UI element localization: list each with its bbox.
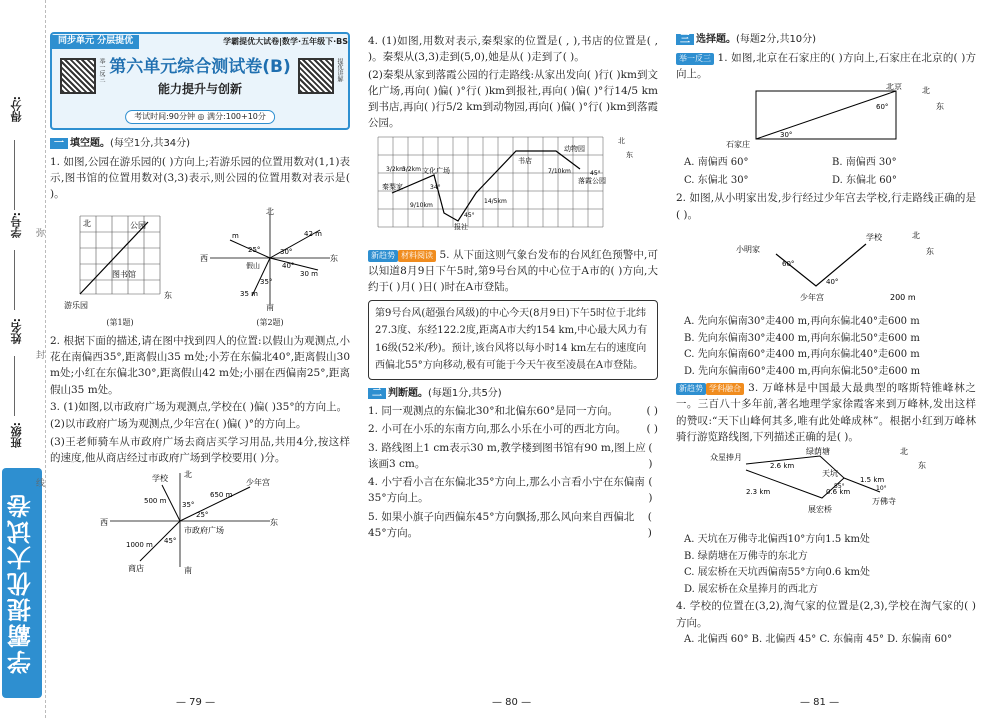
seal-mark: 封 <box>36 351 46 361</box>
north-label: 北 <box>83 219 91 229</box>
figure-caption: (第2题) <box>256 317 284 327</box>
beijing-map-figure <box>726 83 956 149</box>
score-label: 得分: <box>10 96 23 123</box>
brand-banner: 学霸提优大试卷 <box>2 468 42 698</box>
student-id-label: 学号: <box>10 212 23 239</box>
svg-text:报社: 报社 <box>454 222 468 231</box>
choice-3-options: A. 天坑在万佛寺北偏西10°方向1.5 km处 B. 绿荫塘在万佛寺的东北方 C. 展宏桥在天坑西偏南55°方向0.6 km处 D. 展宏桥在众星捧月的西北方 <box>684 534 871 595</box>
svg-text:学校: 学校 <box>152 474 168 484</box>
svg-text:500 m: 500 m <box>144 497 167 506</box>
svg-text:北: 北 <box>184 470 192 480</box>
question-3b: (2)以市政府广场为观测点,少年宫在( )偏( )°的方向上。 <box>50 418 307 431</box>
test-header <box>50 32 350 130</box>
svg-text:30°: 30° <box>780 131 793 140</box>
qr-label: 提优讲解 <box>336 58 343 82</box>
svg-text:60°: 60° <box>782 259 795 268</box>
qr-label: 举一反三 <box>98 58 105 82</box>
svg-text:北京: 北京 <box>886 83 902 92</box>
svg-text:35 m: 35 m <box>240 290 258 299</box>
choice-1: 举一反三 1. 如图,北京在石家庄的( )方向上,石家庄在北京的( )方向上。 <box>676 51 976 80</box>
section-fill: 一 填空题。(每空1分,共34分) <box>50 136 350 152</box>
svg-text:2.6 km: 2.6 km <box>770 462 795 471</box>
svg-text:25°: 25° <box>196 511 209 520</box>
svg-text:60°: 60° <box>876 103 889 112</box>
svg-text:东: 东 <box>626 150 633 159</box>
page-number: — 81 — <box>800 696 840 708</box>
svg-text:西: 西 <box>100 518 108 528</box>
svg-text:石家庄: 石家庄 <box>726 140 750 150</box>
question-1: 1. 如图,公园在游乐园的( )方向上;若游乐园的位置用数对(1,1)表示,图书馆的位置用数对(3,3)表示,则公园的位置用数对表示是( )。 <box>50 155 350 201</box>
svg-text:商店: 商店 <box>128 564 144 574</box>
figures-1-2 <box>50 206 350 329</box>
svg-text:1000 m: 1000 m <box>126 541 153 550</box>
svg-text:天坑: 天坑 <box>822 469 838 479</box>
divider <box>14 250 15 310</box>
section-choice: 三 选择题。(每题2分,共10分) <box>676 32 976 48</box>
qr-code-icon[interactable] <box>60 58 96 94</box>
east-label: 东 <box>164 291 172 301</box>
svg-text:北: 北 <box>618 136 625 145</box>
svg-text:45°: 45° <box>590 169 601 177</box>
page-number: — 80 — <box>492 696 532 708</box>
park-label: 公园 <box>130 221 146 231</box>
time-limit: 考试时间:90分钟 <box>134 111 195 121</box>
divider <box>14 140 15 210</box>
svg-text:7/10km: 7/10km <box>548 167 571 175</box>
name-label: 姓名: <box>10 318 23 345</box>
peak-forest-route-figure <box>710 446 940 526</box>
test-meta: 考试时间:90分钟 ◎ 满分:100+10分 <box>125 110 275 124</box>
svg-text:东: 东 <box>936 102 944 112</box>
svg-text:35°: 35° <box>182 501 195 510</box>
svg-text:东: 东 <box>926 246 934 256</box>
svg-text:40°: 40° <box>282 262 295 271</box>
full-score: 满分:100+10分 <box>207 111 266 121</box>
test-title: 第六单元综合测试卷(B) <box>109 57 291 77</box>
svg-text:25°: 25° <box>248 246 261 255</box>
svg-text:众星捧月: 众星捧月 <box>710 453 742 463</box>
choice-4-options: A. 北偏西 60° B. 北偏西 45° C. 东偏南 45° D. 东偏南 60° <box>684 633 953 645</box>
playground-label: 游乐园 <box>64 301 88 311</box>
svg-text:55°: 55° <box>834 483 845 491</box>
svg-text:西: 西 <box>200 254 208 264</box>
svg-text:东: 东 <box>330 254 338 264</box>
question-2: 2. 根据下面的描述,请在图中找到四人的位置:以假山为观测点,小花在南偏西35°,距离假山35 m处;小芳在东偏北40°,距离假山30 m处;小红在东偏北30°,距离假山42 m处;小丽在西偏南25°,距离假山35 m处。 <box>50 334 350 396</box>
svg-text:绿荫塘: 绿荫塘 <box>806 447 830 457</box>
qr-code-icon[interactable] <box>298 58 334 94</box>
svg-text:北: 北 <box>912 230 920 240</box>
svg-text:东: 东 <box>918 461 926 471</box>
svg-text:北: 北 <box>922 86 930 96</box>
svg-text:34°: 34° <box>430 183 441 191</box>
seal-mark: 线 <box>36 479 46 489</box>
svg-text:北: 北 <box>266 207 274 217</box>
svg-text:9/10km: 9/10km <box>410 201 433 209</box>
city-square-figure <box>100 467 300 575</box>
divider <box>14 356 15 416</box>
home-school-figure <box>716 224 946 308</box>
svg-text:14/5km: 14/5km <box>484 197 507 205</box>
page-number: — 79 — <box>176 696 216 708</box>
svg-text:南: 南 <box>184 566 192 576</box>
page-79 <box>50 32 350 580</box>
question-3c: (3)王老师骑车从市政府广场去商店买学习用品,共用4分,按这样的速度,他从商店经过市政府广场到学校要用( )分。 <box>50 435 350 464</box>
svg-text:落霞公园: 落霞公园 <box>578 176 606 185</box>
svg-text:小明家: 小明家 <box>736 244 760 254</box>
svg-text:200 m: 200 m <box>890 292 916 302</box>
svg-text:40°: 40° <box>826 277 839 286</box>
svg-text:北: 北 <box>900 447 908 457</box>
list-item: 3. 路线图上1 cm表示30 m,教学楼到图书馆有90 m,图上应该画3 cm。 ( ) <box>368 441 653 470</box>
svg-text:0.6 km: 0.6 km <box>826 488 851 497</box>
test-subtitle: 能力提升与创新 <box>157 82 242 97</box>
park-grid-figure <box>60 206 180 311</box>
svg-text:动物园: 动物园 <box>564 144 585 153</box>
section-judge: 二 判断题。(每题1分,共5分) <box>368 386 658 402</box>
svg-text:10°: 10° <box>876 485 887 493</box>
list-item: 4. 小宁看小言在东偏北35°方向上,那么小言看小宁在东偏南35°方向上。 ( ) <box>368 476 653 505</box>
svg-text:2.3 km: 2.3 km <box>746 488 771 497</box>
choice-3: 新趋势 学科融合 3. 万峰林是中国最大最典型的喀斯特锥峰林之一。三百八十多年前,著名地理学家徐霞客来到万峰林,发出这样的赞叹:“天下山峰何其多,唯有此处峰成林”。根据小红到万峰林骑行游览路线图,下列描述正确的是( )。 <box>676 382 977 443</box>
question-3a: 3. (1)如图,以市政府广场为观测点,学校在( )偏( )35°的方向上。 <box>50 401 348 414</box>
svg-text:1.5 km: 1.5 km <box>860 476 885 485</box>
list-item: 1. 同一观测点的东偏北30°和北偏东60°是同一方向。 ( ) <box>368 405 658 418</box>
list-item: 5. 如果小旗子向西偏东45°方向飘扬,那么风向来自西偏北45°方向。 ( ) <box>368 510 652 540</box>
svg-text:万佛寺: 万佛寺 <box>872 497 896 507</box>
choice-1-options: A. 南偏西 60° B. 南偏西 30° C. 东偏北 30° D. 东偏北 60° <box>684 157 897 186</box>
svg-text:文化广场: 文化广场 <box>422 166 450 175</box>
svg-text:假山: 假山 <box>246 262 260 271</box>
svg-text:展宏桥: 展宏桥 <box>808 505 832 515</box>
svg-text:3/2km: 3/2km <box>402 165 421 173</box>
figure-caption: (第1题) <box>106 317 134 327</box>
svg-text:45°: 45° <box>464 211 475 219</box>
choice-4: 4. 学校的位置在(3,2),淘气家的位置是(2,3),学校在淘气家的( )方向。 <box>676 600 976 629</box>
svg-text:30°: 30° <box>280 248 293 257</box>
question-5: 新趋势 材料阅读 5. 从下面这则气象台发布的台风红色预警中,可以知道8月9日下午5时,第9号台风的中心位于A市的( )方向,大约于( )月( )日( )时在A市登陆。 <box>368 248 658 294</box>
question-4b: (2)秦梨从家到落霞公园的行走路线:从家出发向( )行( )km到文化广场,再向( )偏( )°行( )km到报社,再向( )偏( )°行14/5 km到书店,再向( )行5/2 km到动物园,再向( )偏( )°行( )km到落霞公园。 <box>368 68 658 130</box>
page-80 <box>368 32 658 543</box>
seal-mark: 弥 <box>36 229 46 239</box>
svg-text:市政府广场: 市政府广场 <box>184 526 224 536</box>
rockery-compass-figure <box>200 206 340 311</box>
svg-text:学校: 学校 <box>866 232 882 242</box>
class-label: 班级: <box>10 422 23 449</box>
page-81 <box>676 32 976 648</box>
series-label: 学霸提优大试卷|数学·五年级下·BS <box>223 36 348 46</box>
choice-2: 2. 如图,从小明家出发,步行经过少年宫去学校,行走路线正确的是( )。 <box>676 192 976 221</box>
svg-text:35°: 35° <box>260 278 273 287</box>
svg-text:南: 南 <box>266 303 274 312</box>
typhoon-notice: 第9号台风(超强台风级)的中心今天(8月9日)下午5时位于北纬27.3度、东经122.2度,距离A市大约154 km,中心最大风力有16级(52米/秒)。预计,该台风将以每小时14 km左右的速度向西偏北55°方向移动,极有可能于今天午夜至凌晨在A市登陆。 <box>368 300 658 380</box>
svg-text:42 m: 42 m <box>304 230 322 239</box>
list-item: 2. 小可在小乐的东南方向,那么小乐在小可的西北方向。 ( ) <box>368 423 658 436</box>
svg-text:m: m <box>232 232 239 241</box>
unit-tag: 同步单元 分层提优 <box>52 35 139 49</box>
question-4a: 4. (1)如图,用数对表示,秦梨家的位置是( , ),书店的位置是( , )。秦梨从(3,3)走到(5,0),她是从( )走到了( )。 <box>368 35 658 64</box>
svg-text:秦梨家: 秦梨家 <box>382 182 403 191</box>
svg-text:3/2km: 3/2km <box>386 165 405 173</box>
choice-2-options: A. 先向东偏南30°走400 m,再向东偏北40°走600 m B. 先向东偏南30°走400 m,再向东偏北50°走600 m C. 先向东偏南60°走400 m,再向东偏北40°走600 m D. 先向东偏南60°走400 m,再向东偏北50°走600 m <box>684 316 921 377</box>
svg-text:45°: 45° <box>164 537 177 546</box>
svg-text:书店: 书店 <box>518 156 532 165</box>
svg-text:少年宫: 少年宫 <box>800 292 824 302</box>
library-label: 图书馆 <box>112 270 136 280</box>
svg-text:少年宫: 少年宫 <box>246 478 270 488</box>
judge-list <box>368 403 658 541</box>
svg-text:650 m: 650 m <box>210 491 233 500</box>
svg-text:30 m: 30 m <box>300 270 318 279</box>
route-grid-figure <box>368 133 638 241</box>
svg-text:东: 东 <box>270 518 278 528</box>
